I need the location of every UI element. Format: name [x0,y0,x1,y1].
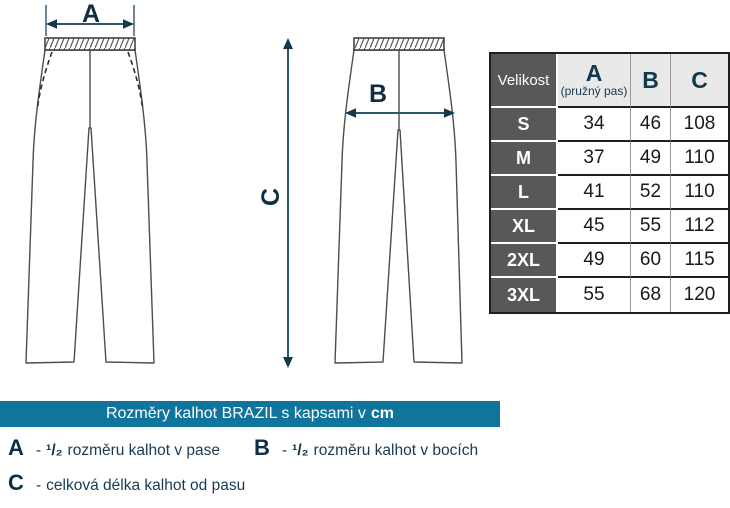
table-row-size: 3XL [491,278,558,312]
title-banner [0,401,500,427]
legend-item-a [8,435,220,461]
dimension-a-label: A [81,0,101,28]
legend-dash: - [36,477,42,494]
dimension-c-label: C [257,187,285,207]
pants-front-diagram [26,0,154,363]
table-cell-a: 55 [558,278,631,312]
table-row-size: 2XL [491,244,558,278]
table-row-size: M [491,142,558,176]
table-cell-c: 120 [671,278,728,312]
legend-dash: - [36,442,42,459]
table-row-size: XL [491,210,558,244]
table-header-a [558,54,631,108]
banner-unit: cm [370,405,395,422]
table-cell-b: 55 [631,210,671,244]
table-cell-c: 115 [671,244,728,278]
banner-text: Rozměry kalhot BRAZIL s kapsami v [105,405,366,422]
legend-letter-b: B [254,435,270,460]
legend-text-b: rozměru kalhot v bocích [313,442,479,459]
waistband-front-hatch [45,38,135,50]
legend-letter-a: A [8,435,24,460]
table-cell-a: 41 [558,176,631,210]
legend-text-a: rozměru kalhot v pase [67,442,221,459]
table-row-size: L [491,176,558,210]
table-cell-b: 68 [631,278,671,312]
table-cell-a: 34 [558,108,631,142]
dimension-b-label: B [368,80,388,108]
legend-dash: - [282,442,288,459]
legend-item-b [254,435,478,461]
size-table [489,52,730,314]
table-cell-a: 37 [558,142,631,176]
table-header-c: C [671,54,728,108]
table-cell-c: 108 [671,108,728,142]
pants-back-diagram [335,38,462,363]
table-header-size: Velikost [491,54,558,108]
legend-fraction: ¹/₂ [46,442,63,459]
table-header-a-sub: (pružný pas) [560,84,628,98]
legend-item-c [8,470,245,496]
legend-fraction: ¹/₂ [292,442,309,459]
table-row-size: S [491,108,558,142]
table-header-a-letter: A [585,60,603,86]
table-cell-a: 45 [558,210,631,244]
table-cell-b: 46 [631,108,671,142]
table-cell-b: 52 [631,176,671,210]
table-cell-c: 110 [671,176,728,210]
table-cell-c: 112 [671,210,728,244]
table-cell-b: 60 [631,244,671,278]
table-cell-b: 49 [631,142,671,176]
table-cell-c: 110 [671,142,728,176]
legend-text-c: celková délka kalhot od pasu [46,477,246,494]
table-header-b: B [631,54,671,108]
table-cell-a: 49 [558,244,631,278]
waistband-back-hatch [354,38,444,50]
legend-letter-c: C [8,470,24,495]
